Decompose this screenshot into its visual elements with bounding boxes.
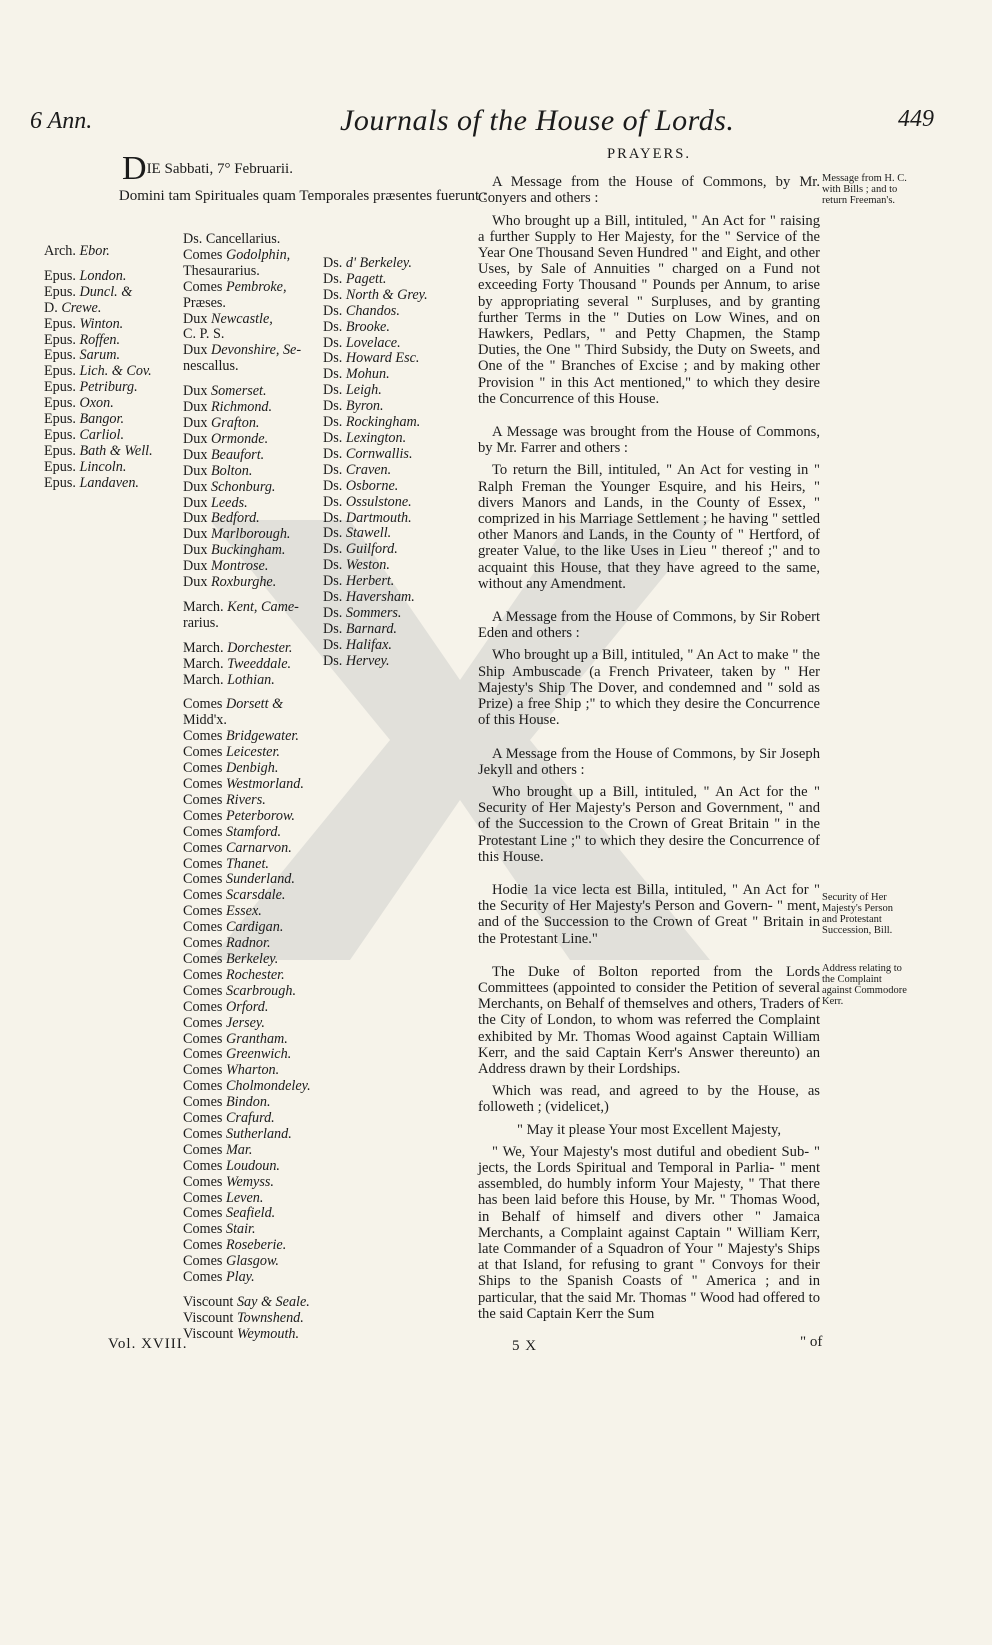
peer-entry: Epus. Sarum. bbox=[44, 347, 121, 364]
peer-entry: Comes Cardigan. bbox=[183, 919, 284, 936]
peer-entry: Comes Play. bbox=[183, 1269, 255, 1286]
catchword: " of bbox=[800, 1334, 823, 1350]
peer-entry: Ds. Dartmouth. bbox=[323, 509, 412, 526]
peer-entry: Epus. Roffen. bbox=[44, 331, 121, 348]
peer-entry: Epus. Lich. & Cov. bbox=[44, 363, 152, 380]
margin-note-address-kerr: Address relating to the Complaint against Commodore Kerr. bbox=[822, 963, 907, 1007]
peer-entry: nescallus. bbox=[183, 358, 239, 375]
peer-entry: D. Crewe. bbox=[44, 299, 102, 316]
peer-entry: Ds. Craven. bbox=[323, 461, 392, 478]
security-bill: Who brought up a Bill, intituled, " An Act for the " Security of Her Majesty's Person and Government, " and of the Succession to the Crown of Great Britain " in the Protestant Line ;" to which they desire the Concurrence of this House. bbox=[478, 783, 820, 865]
peer-entry: Comes Peterborow. bbox=[183, 807, 295, 824]
temporal-lords-column bbox=[183, 232, 323, 1343]
peer-entry: Ds. Stawell. bbox=[323, 525, 392, 542]
peer-entry: Ds. Lovelace. bbox=[323, 334, 401, 351]
peer-entry: March. Tweeddale. bbox=[183, 655, 292, 672]
peer-entry: Comes Cholmondeley. bbox=[183, 1078, 311, 1095]
peer-entry: Dux Schonburg. bbox=[183, 478, 276, 495]
peer-entry: Comes Sunderland. bbox=[183, 871, 295, 888]
peer-entry: Comes Jersey. bbox=[183, 1014, 265, 1031]
peer-entry: Comes Carnarvon. bbox=[183, 839, 292, 856]
message-eden: A Message from the House of Commons, by Sir Robert Eden and others : bbox=[478, 609, 820, 642]
peer-entry: Ds. Sommers. bbox=[323, 604, 402, 621]
peer-entry: Comes Orford. bbox=[183, 998, 269, 1015]
peer-entry: Dux Devonshire, Se- bbox=[183, 342, 302, 359]
attendance-heading: Domini tam Spirituales quam Temporales præsentes fuerunt : bbox=[118, 188, 488, 204]
agreed-text: Which was read, and agreed to by the House, as followeth ; (videlicet,) bbox=[478, 1083, 820, 1116]
peer-entry: March. Lothian. bbox=[183, 671, 275, 688]
peer-entry: Ds. Cornwallis. bbox=[323, 445, 413, 462]
ambuscade-bill: Who brought up a Bill, intituled, " An Act to make " the Ship Ambuscade (a French Privateer, taken by " Her Majesty's Ship The Dover, and condemned and " sold as Prize) a free Ship ;" to which they desire the Concurrence of this House. bbox=[478, 647, 820, 729]
message-conyers: A Message from the House of Commons, by Mr. Conyers and others : bbox=[478, 174, 820, 207]
peer-entry: Epus. Bath & Well. bbox=[44, 442, 153, 459]
peer-entry: Ds. Herbert. bbox=[323, 573, 395, 590]
peer-entry: Comes Greenwich. bbox=[183, 1046, 292, 1063]
peer-entry: Ds. Barnard. bbox=[323, 620, 397, 637]
peer-entry: Comes Stair. bbox=[183, 1221, 256, 1238]
peer-entry: Ds. Hervey. bbox=[323, 652, 390, 669]
peer-entry: Comes Leicester. bbox=[183, 744, 280, 761]
header-session: 6 Ann. bbox=[30, 108, 93, 134]
peer-entry: Comes Thanet. bbox=[183, 855, 269, 872]
dateline-text: IE Sabbati, 7° Februarii. bbox=[146, 161, 293, 177]
barons-column bbox=[323, 256, 473, 670]
first-reading: Hodie 1a vice lecta est Billa, intituled, " An Act for " the Security of Her Majesty's Person and Govern- " ment, and of the Succession to the Crown of Great " Britain in the Protestant Line." bbox=[478, 881, 820, 947]
peer-entry: Comes Pembroke, bbox=[183, 278, 287, 295]
peer-entry: Ds. Ossulstone. bbox=[323, 493, 412, 510]
proceedings-text bbox=[478, 146, 820, 1328]
message-jekyll: A Message from the House of Commons, by Sir Joseph Jekyll and others : bbox=[478, 745, 820, 778]
margin-note-security-bill: Security of Her Majesty's Person and Protestant Succession, Bill. bbox=[822, 892, 894, 936]
peer-entry: Epus. London. bbox=[44, 267, 127, 284]
peer-entry: Dux Bedford. bbox=[183, 510, 260, 527]
address-salutation: " May it please Your most Excellent Majesty, bbox=[516, 1121, 781, 1138]
peer-entry: Arch. Ebor. bbox=[44, 243, 110, 259]
peer-entry: Ds. Haversham. bbox=[323, 589, 415, 606]
peer-entry: Comes Seafield. bbox=[183, 1205, 276, 1222]
peer-entry: Comes Grantham. bbox=[183, 1030, 288, 1047]
peer-entry: Dux Ormonde. bbox=[183, 430, 269, 447]
peer-entry: Ds. d' Berkeley. bbox=[323, 255, 412, 271]
peer-entry: Viscount Weymouth. bbox=[183, 1325, 300, 1342]
peer-entry: Comes Crafurd. bbox=[183, 1110, 275, 1127]
peer-entry: Epus. Bangor. bbox=[44, 411, 125, 428]
peer-entry: Comes Sutherland. bbox=[183, 1125, 292, 1142]
peer-entry: Epus. Carliol. bbox=[44, 426, 125, 443]
freman-bill: To return the Bill, intituled, " An Act for vesting in " Ralph Freman the Younger Esquire, and his Heirs, " divers Manors and Lands, in the County of Essex, " comprized in his Marriage Settlement ; he having " settled other Manors and Lands, in the County of " Hertford, of greater Value, to the like Uses in Lieu " thereof ;" and to acquaint this House, that they have agreed to the same, without any Amendment. bbox=[478, 462, 820, 592]
peer-entry: March. Kent, Came- bbox=[183, 598, 299, 615]
peer-entry: Ds. Halifax. bbox=[323, 636, 392, 653]
peer-entry: Dux Richmond. bbox=[183, 399, 273, 416]
peer-entry: Comes Bindon. bbox=[183, 1094, 271, 1111]
peer-entry: Thesaurarius. bbox=[183, 262, 260, 279]
peer-entry: Comes Rivers. bbox=[183, 791, 266, 808]
address-body: " We, Your Majesty's most dutiful and obedient Sub- " jects, the Lords Spiritual and Temporal in Parlia- " ment assembled, do humbly inform Your Majesty, " That there has been laid before this House, by Mr. " Thomas Wood, in Behalf of himself and divers other " Jamaica Merchants, a Complaint against Captain " William Kerr, late Commander of a Squadron of Your " Majesty's Ships at that Island, for refusing to grant " Convoys for their Ships to the Spanish Coasts of " America ; and in particular, that the said Mr. Thomas " Wood had offered to the said Captain Kerr the Sum bbox=[478, 1143, 820, 1322]
peer-entry: Comes Westmorland. bbox=[183, 776, 304, 792]
peer-entry: Comes Roseberie. bbox=[183, 1237, 287, 1254]
peer-entry: Comes Scarbrough. bbox=[183, 982, 296, 999]
peer-entry: Dux Roxburghe. bbox=[183, 574, 277, 591]
spiritual-lords-column bbox=[44, 244, 186, 492]
peer-entry: Comes Glasgow. bbox=[183, 1253, 279, 1270]
peer-entry: Comes Mar. bbox=[183, 1141, 253, 1158]
peer-entry: March. Dorchester. bbox=[183, 639, 293, 656]
peer-entry: Dux Newcastle, bbox=[183, 310, 273, 327]
peer-entry: Ds. Brooke. bbox=[323, 318, 390, 335]
peer-entry: Comes Rochester. bbox=[183, 966, 285, 983]
peer-entry: Midd'x. bbox=[183, 712, 227, 729]
header-page-number: 449 bbox=[898, 106, 934, 132]
peer-entry: Ds. Byron. bbox=[323, 398, 384, 415]
peer-entry: Præses. bbox=[183, 294, 226, 311]
peer-entry: Comes Denbigh. bbox=[183, 760, 279, 777]
peer-entry: Comes Stamford. bbox=[183, 823, 282, 840]
peer-entry: Comes Bridgewater. bbox=[183, 728, 299, 745]
peer-entry: Comes Loudoun. bbox=[183, 1157, 280, 1174]
peer-entry: Comes Wharton. bbox=[183, 1062, 280, 1079]
peer-entry: C. P. S. bbox=[183, 326, 225, 343]
peer-entry: Dux Montrose. bbox=[183, 558, 269, 575]
peer-entry: Ds. Weston. bbox=[323, 557, 390, 574]
peer-entry: Comes Berkeley. bbox=[183, 950, 279, 967]
peer-entry: Epus. Duncl. & bbox=[44, 283, 133, 300]
dateline-initial: D bbox=[122, 150, 147, 187]
peer-entry: Ds. Chandos. bbox=[323, 302, 400, 319]
peer-entry: Ds. Mohun. bbox=[323, 366, 390, 383]
peer-entry: Viscount Say & Seale. bbox=[183, 1294, 310, 1310]
supply-bill: Who brought up a Bill, intituled, " An Act for " raising a further Supply to Her Majesty, for the " Service of the Year One Thousand Seven Hundred " and Eight, and other Uses, by Sale of Annuities " charged on a Fund not exceeding Forty Thousand " Pounds per Annum, to arise by appropriating several " Surpluses, and by granting further Terms in the " Duties on Low Wines, and on Hawkers, Pedlars, " and Petty Chapmen, the Stamp Duties, the One " Third Subsidy, the Duty on Sweets, and One of the " Branches of Excise ; and by making other Provision " in this Act mentioned," to which they desire the Concurrence of this House. bbox=[478, 212, 820, 407]
peer-entry: Comes Wemyss. bbox=[183, 1173, 274, 1190]
peer-entry: Dux Grafton. bbox=[183, 414, 260, 431]
volume-footer: Vol. XVIII. bbox=[108, 1336, 188, 1352]
peer-entry: Comes Radnor. bbox=[183, 935, 271, 952]
peer-entry: Viscount Townshend. bbox=[183, 1309, 304, 1326]
peer-entry: Ds. Pagett. bbox=[323, 270, 387, 287]
peer-entry: Ds. Cancellarius. bbox=[183, 231, 281, 247]
peer-entry: Epus. Landaven. bbox=[44, 474, 139, 491]
signature-mark: 5 X bbox=[512, 1338, 538, 1354]
peer-entry: Ds. Lexington. bbox=[323, 429, 407, 446]
peer-entry: Comes Scarsdale. bbox=[183, 887, 286, 904]
peer-entry: Epus. Lincoln. bbox=[44, 458, 127, 475]
peer-entry: Dux Bolton. bbox=[183, 462, 253, 479]
peer-entry: Dux Buckingham. bbox=[183, 542, 286, 559]
peer-entry: Comes Leven. bbox=[183, 1189, 264, 1206]
peer-entry: Dux Leeds. bbox=[183, 494, 248, 511]
peer-entry: Ds. North & Grey. bbox=[323, 286, 428, 303]
peer-entry: Ds. Osborne. bbox=[323, 477, 399, 494]
peer-entry: Comes Essex. bbox=[183, 903, 262, 920]
dateline bbox=[122, 152, 293, 186]
peer-entry: Epus. Winton. bbox=[44, 315, 124, 332]
peer-entry: Dux Beaufort. bbox=[183, 446, 265, 463]
peer-entry: Dux Somerset. bbox=[183, 383, 267, 400]
peer-entry: Comes Dorsett & bbox=[183, 696, 284, 713]
peer-entry: Dux Marlborough. bbox=[183, 526, 291, 543]
peer-entry: Epus. Oxon. bbox=[44, 395, 114, 412]
peer-entry: Epus. Petriburg. bbox=[44, 379, 138, 396]
message-farrer: A Message was brought from the House of Commons, by Mr. Farrer and others : bbox=[478, 424, 820, 457]
peer-entry: Ds. Howard Esc. bbox=[323, 350, 420, 367]
prayers-heading: PRAYERS. bbox=[606, 146, 691, 162]
peer-entry: Ds. Rockingham. bbox=[323, 414, 421, 431]
peer-entry: Ds. Guilford. bbox=[323, 541, 398, 558]
peer-entry: Comes Godolphin, bbox=[183, 246, 291, 263]
bolton-report: The Duke of Bolton reported from the Lords Committees (appointed to consider the Petition of several Merchants, on Behalf of themselves and others, Traders of the City of London, to whom was referred the Complaint exhibited by Mr. Thomas Wood against Captain William Kerr, and the said Captain Kerr's Answer thereunto) an Address drawn by their Lordships. bbox=[478, 963, 820, 1077]
peer-entry: rarius. bbox=[183, 614, 219, 631]
header-title: Journals of the House of Lords. bbox=[340, 104, 735, 137]
peer-entry: Ds. Leigh. bbox=[323, 382, 382, 399]
margin-note-messages: Message from H. C. with Bills ; and to return Freeman's. bbox=[822, 173, 907, 206]
